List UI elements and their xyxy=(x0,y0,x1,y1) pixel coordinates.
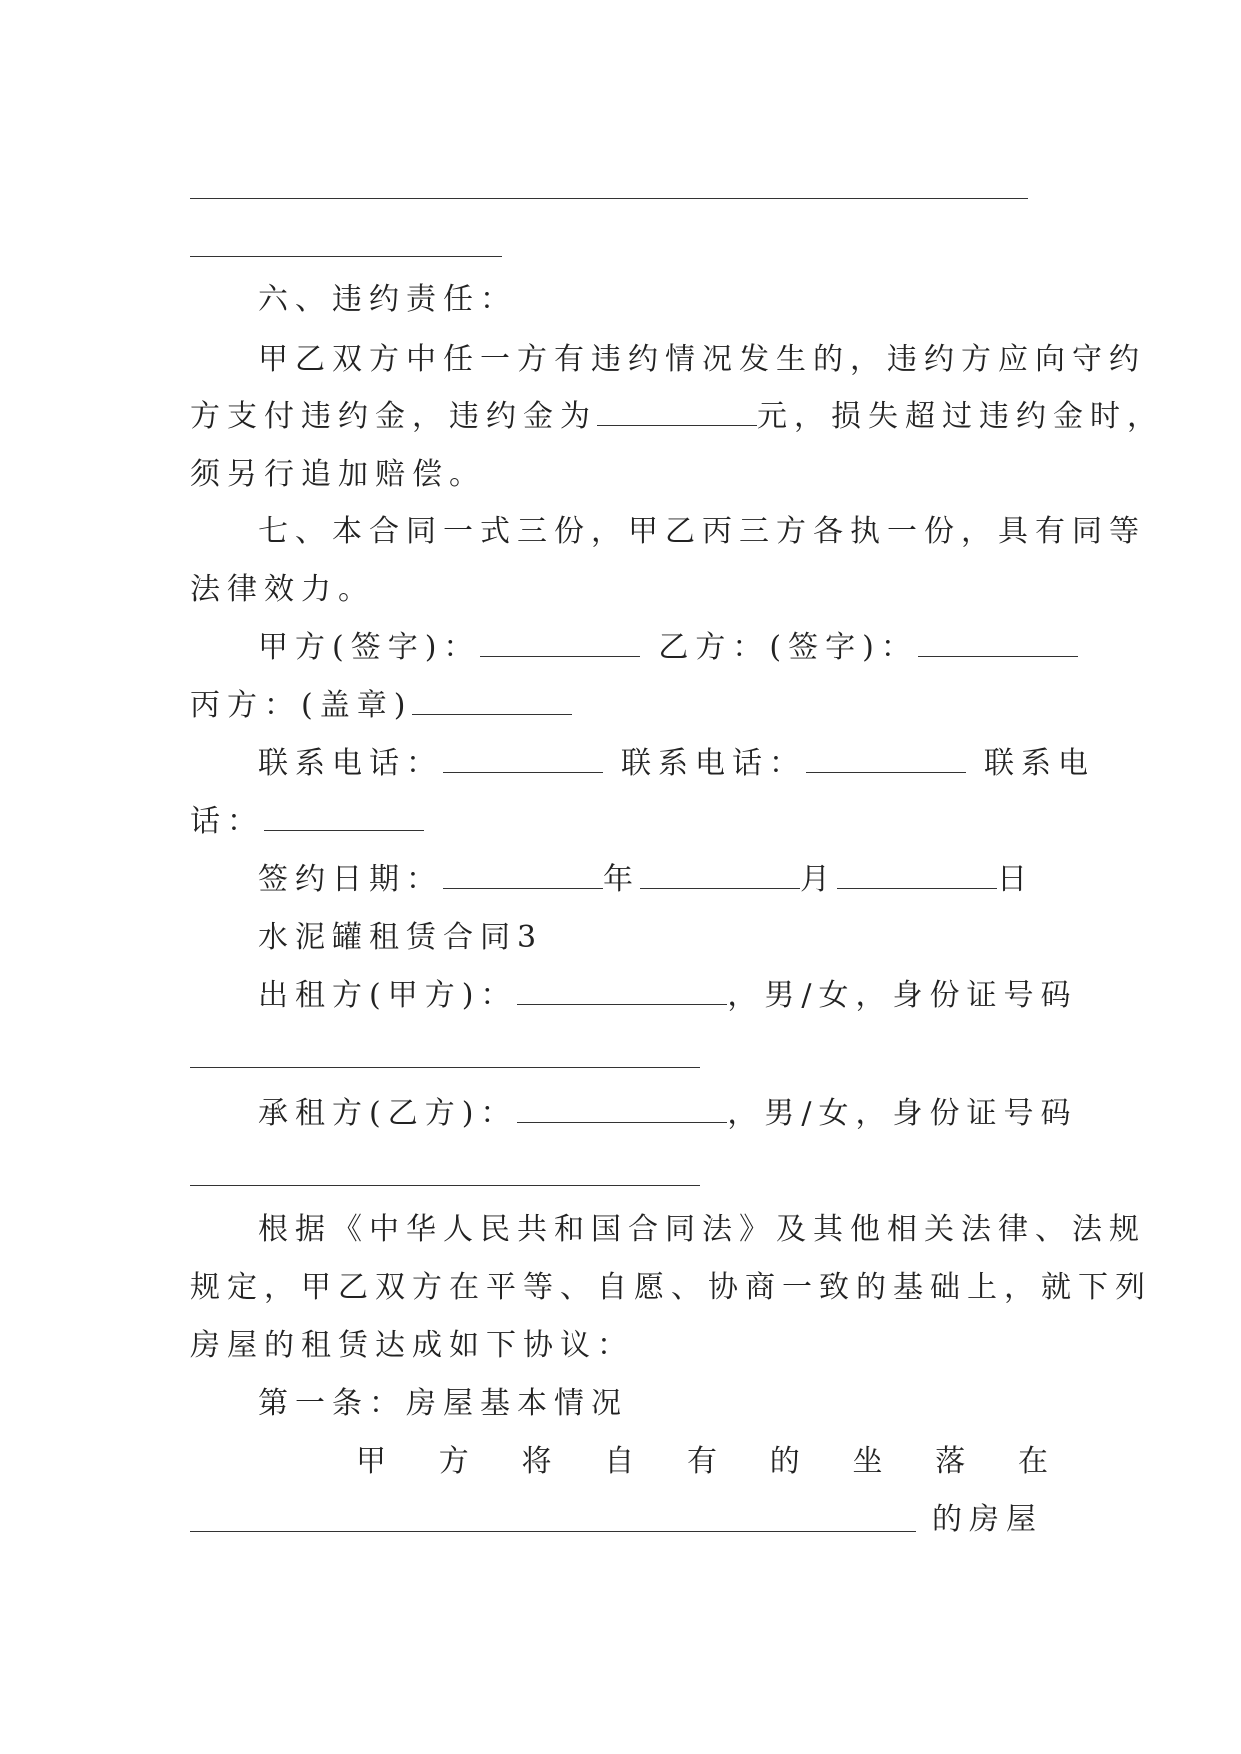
text-segment: 元，损失超过违约金时， xyxy=(757,399,1164,434)
party-a-sign-label: 甲方(签字)： xyxy=(258,630,481,665)
paragraph-line-end: 的房屋 xyxy=(932,1502,1043,1537)
lessor-name-blank xyxy=(517,982,727,1005)
lessee-label: 承租方(乙方)： xyxy=(258,1096,518,1131)
day-blank xyxy=(837,866,997,889)
signature-line xyxy=(258,628,1118,668)
char: 自 xyxy=(604,1444,635,1479)
penalty-amount-blank xyxy=(597,403,757,426)
paragraph-line: 根据《中华人民共和国合同法》及其他相关法律、法规 xyxy=(258,1212,1146,1247)
lessee-line xyxy=(258,1094,1118,1134)
party-c-seal-blank xyxy=(412,692,572,715)
phone-label: 联系电 xyxy=(984,746,1095,781)
date-line xyxy=(258,860,1118,900)
fill-in-line xyxy=(190,256,502,257)
paragraph-line: 规定，甲乙双方在平等、自愿、协商一致的基础上，就下列 xyxy=(190,1270,1152,1305)
lessor-id-line xyxy=(190,1067,700,1068)
phone-blank xyxy=(443,750,603,773)
date-label: 签约日期： xyxy=(258,862,443,897)
fill-in-line xyxy=(190,198,1028,199)
section-heading-breach: 六、违约责任： xyxy=(258,282,517,317)
month-label: 月 xyxy=(800,862,837,897)
paragraph-line: 须另行追加赔偿。 xyxy=(190,457,486,492)
paragraph-line: 房屋的租赁达成如下协议： xyxy=(190,1328,634,1363)
char: 方 xyxy=(438,1444,469,1479)
paragraph-line: 七、本合同一式三份，甲乙丙三方各执一份，具有同等 xyxy=(258,514,1146,549)
month-blank xyxy=(640,866,800,889)
char: 坐 xyxy=(852,1444,883,1479)
signature-line xyxy=(190,686,1050,726)
justified-line xyxy=(356,1442,1048,1482)
address-blank-line xyxy=(190,1531,916,1532)
paragraph-line: 法律效力。 xyxy=(190,572,375,607)
lessor-line xyxy=(258,976,1118,1016)
phone-label: 联系电话： xyxy=(621,746,806,781)
lessee-name-blank xyxy=(517,1100,727,1123)
year-label: 年 xyxy=(603,862,640,897)
text-segment: 方支付违约金，违约金为 xyxy=(190,399,597,434)
day-label: 日 xyxy=(997,862,1034,897)
char: 落 xyxy=(935,1444,966,1479)
party-b-sign-label: 乙方：(签字)： xyxy=(658,630,918,665)
phone-blank xyxy=(806,750,966,773)
char: 的 xyxy=(769,1444,800,1479)
lessor-label: 出租方(甲方)： xyxy=(258,978,518,1013)
contract-title: 水泥罐租赁合同3 xyxy=(258,920,544,955)
party-c-seal-label: 丙方：(盖章) xyxy=(190,688,413,723)
party-a-sign-blank xyxy=(480,634,640,657)
phone-label: 联系电话： xyxy=(258,746,443,781)
year-blank xyxy=(443,866,603,889)
article-heading: 第一条：房屋基本情况 xyxy=(258,1386,628,1421)
phone-label: 话： xyxy=(190,804,264,839)
lessee-id-line xyxy=(190,1185,700,1186)
char: 甲 xyxy=(356,1444,386,1479)
char: 有 xyxy=(687,1444,717,1479)
phone-blank xyxy=(264,808,424,831)
lessor-info-text: ，男/女，身份证号码 xyxy=(727,978,1078,1013)
phone-line xyxy=(258,744,1118,784)
paragraph-line xyxy=(190,397,1164,437)
party-b-sign-blank xyxy=(918,634,1078,657)
phone-line xyxy=(190,802,1050,842)
paragraph-line: 甲乙双方中任一方有违约情况发生的，违约方应向守约 xyxy=(258,342,1146,377)
char: 在 xyxy=(1018,1444,1048,1479)
char: 将 xyxy=(521,1444,552,1479)
lessee-info-text: ，男/女，身份证号码 xyxy=(727,1096,1078,1131)
